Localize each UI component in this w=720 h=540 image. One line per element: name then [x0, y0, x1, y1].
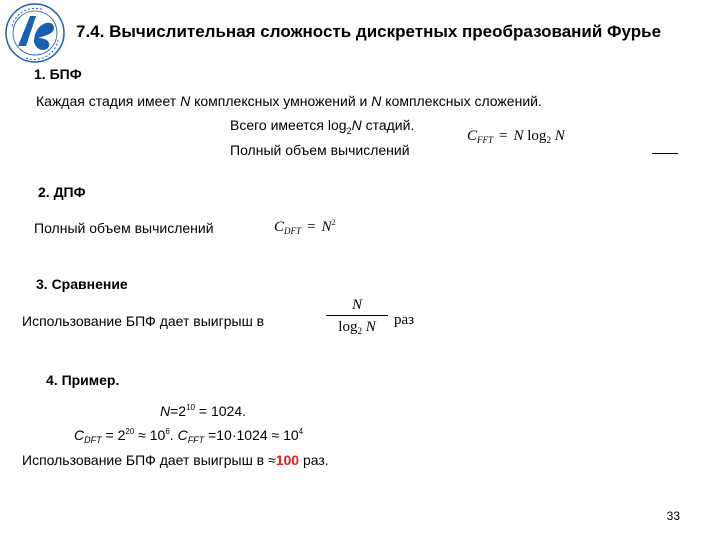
text-fragment: .	[169, 427, 178, 443]
symbol-n: N	[180, 93, 191, 109]
symbol-c: C	[74, 427, 85, 443]
fft-complexity-formula	[467, 128, 565, 145]
symbol-n: N	[351, 117, 362, 133]
text-fragment: Всего имеется log	[230, 117, 347, 133]
subscript: 2	[357, 326, 362, 336]
speedup-value: 100	[275, 452, 300, 468]
fft-total-label: Полный объем вычислений	[230, 142, 410, 158]
symbol-n: N	[321, 219, 332, 235]
text-fragment: раз.	[299, 452, 329, 468]
text-fragment: Использование БПФ дает выигрыш в ≈	[22, 452, 276, 468]
fraction-bar	[326, 315, 388, 316]
text-fragment: =10·1024 ≈ 10	[204, 427, 299, 443]
text-fragment: ≈ 10	[134, 427, 166, 443]
subscript: FFT	[187, 435, 205, 445]
decorative-line	[652, 153, 678, 154]
subscript: 2	[546, 135, 551, 145]
fraction-numerator: N	[351, 297, 362, 313]
example-n-value	[160, 403, 246, 419]
superscript: 10	[186, 403, 195, 412]
fft-stage-description	[36, 93, 542, 109]
log-function: log	[338, 319, 358, 335]
equals-sign: =	[307, 219, 316, 235]
dft-total-label: Полный объем вычислений	[34, 220, 214, 236]
subscript: 2	[346, 125, 352, 136]
fft-stage-count	[230, 117, 414, 136]
subscript: FFT	[477, 135, 494, 145]
text-fragment: = 2	[101, 427, 126, 443]
symbol-n: N	[513, 128, 524, 144]
dft-complexity-formula	[274, 218, 336, 236]
subscript: DFT	[84, 435, 102, 445]
speedup-fraction	[326, 296, 388, 340]
university-emblem-icon	[4, 2, 66, 64]
section-heading-dft: 2. ДПФ	[38, 184, 86, 200]
symbol-n: N	[365, 319, 376, 335]
section-heading-fft: 1. БПФ	[34, 66, 82, 82]
text-fragment: стадий.	[361, 117, 415, 133]
page-number: 33	[666, 509, 680, 523]
symbol-c: C	[274, 219, 285, 235]
subscript: DFT	[284, 226, 302, 236]
section-heading-example: 4. Пример.	[46, 372, 120, 388]
unit-times: раз	[394, 312, 415, 328]
example-conclusion	[22, 452, 329, 468]
symbol-n: N	[554, 128, 565, 144]
superscript: 20	[125, 427, 135, 436]
fraction-denominator	[326, 318, 388, 340]
symbol-n: N	[371, 93, 382, 109]
symbol-c: C	[467, 128, 478, 144]
text-fragment: комплексных сложений.	[381, 93, 542, 109]
superscript: 2	[331, 218, 336, 227]
section-heading-comparison: 3. Сравнение	[36, 276, 128, 292]
equals-sign: =	[499, 128, 508, 144]
example-complexities	[74, 427, 303, 445]
page-title: 7.4. Вычислительная сложность дискретных преобразований Фурье	[76, 22, 662, 41]
text-fragment: комплексных умножений и	[190, 93, 372, 109]
superscript: 4	[298, 427, 304, 436]
superscript: 6	[165, 427, 170, 436]
comparison-text: Использование БПФ дает выигрыш в	[22, 313, 265, 329]
text-fragment: =2	[170, 403, 187, 419]
symbol-c: C	[177, 427, 188, 443]
text-fragment: = 1024.	[195, 403, 246, 419]
log-function: log	[527, 128, 547, 144]
text-fragment: Каждая стадия имеет	[36, 93, 181, 109]
symbol-n: N	[160, 403, 171, 419]
